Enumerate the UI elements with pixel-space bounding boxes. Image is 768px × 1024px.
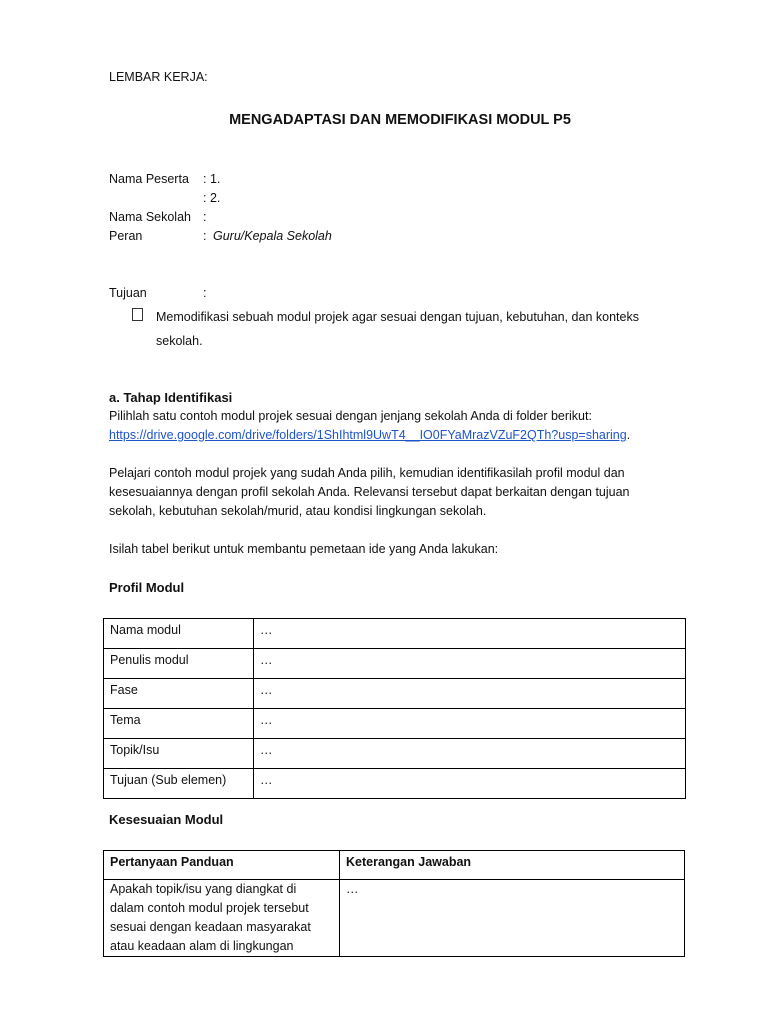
peran-label: Peran: [109, 229, 143, 243]
answer-cell[interactable]: …: [340, 880, 685, 957]
nama-sekolah-label: Nama Sekolah: [109, 210, 191, 224]
peran-colon: :: [203, 229, 207, 243]
section-a-instruction: Pilihlah satu contoh modul projek sesuai dengan jenjang sekolah Anda di folder berikut:: [109, 409, 592, 423]
profil-value-topik-isu[interactable]: …: [254, 739, 686, 769]
profil-value-tujuan[interactable]: …: [254, 769, 686, 799]
profil-label-tujuan: Tujuan (Sub elemen): [104, 769, 254, 799]
section-a-heading: a. Tahap Identifikasi: [109, 390, 233, 405]
drive-link-line: [109, 428, 630, 442]
drive-folder-link[interactable]: https://drive.google.com/drive/folders/1ShIhtml9UwT4__IO0FYaMrazVZuF2QTh?usp=sharing: [109, 428, 627, 442]
table-instruction: Isilah tabel berikut untuk membantu pemetaan ide yang Anda lakukan:: [109, 542, 499, 556]
worksheet-label: LEMBAR KERJA:: [109, 70, 208, 84]
table-row: [104, 769, 686, 799]
table-header-row: [104, 851, 685, 880]
nama-peserta-value-2: : 2.: [203, 191, 221, 205]
profil-label-tema: Tema: [104, 709, 254, 739]
section-a-paragraph-line-3: sekolah, kebutuhan sekolah/murid, atau kondisi lingkungan sekolah.: [109, 504, 487, 518]
profil-label-topik-isu: Topik/Isu: [104, 739, 254, 769]
profil-label-nama-modul: Nama modul: [104, 619, 254, 649]
section-a-paragraph-line-2: kesesuaiannya dengan profil sekolah Anda. Relevansi tersebut dapat berkaitan dengan tujuan: [109, 485, 630, 499]
tujuan-text-line-1: Memodifikasi sebuah modul projek agar sesuai dengan tujuan, kebutuhan, dan konteks: [156, 310, 639, 324]
profil-value-nama-modul[interactable]: …: [254, 619, 686, 649]
profil-label-fase: Fase: [104, 679, 254, 709]
column-header-keterangan: Keterangan Jawaban: [340, 851, 685, 880]
column-header-pertanyaan: Pertanyaan Panduan: [104, 851, 340, 880]
nama-sekolah-value: :: [203, 210, 207, 224]
peran-value: Guru/Kepala Sekolah: [213, 229, 332, 243]
tujuan-text-line-2: sekolah.: [156, 334, 203, 348]
profil-value-penulis-modul[interactable]: …: [254, 649, 686, 679]
profil-value-tema[interactable]: …: [254, 709, 686, 739]
profil-value-fase[interactable]: …: [254, 679, 686, 709]
profil-modul-heading: Profil Modul: [109, 580, 185, 595]
question-line-4: atau keadaan alam di lingkungan: [110, 939, 294, 953]
page-title: MENGADAPTASI DAN MEMODIFIKASI MODUL P5: [229, 112, 571, 128]
question-line-2: dalam contoh modul projek tersebut: [110, 901, 309, 915]
table-row: [104, 619, 686, 649]
nama-peserta-value-1: : 1.: [203, 172, 221, 186]
table-row: [104, 649, 686, 679]
link-suffix: .: [626, 428, 631, 442]
table-row: [104, 880, 685, 957]
nama-peserta-label: Nama Peserta: [109, 172, 189, 186]
profil-label-penulis-modul: Penulis modul: [104, 649, 254, 679]
kesesuaian-modul-heading: Kesesuaian Modul: [109, 812, 224, 827]
table-row: [104, 679, 686, 709]
question-line-3: sesuai dengan keadaan masyarakat: [110, 920, 311, 934]
tujuan-colon: :: [203, 286, 207, 300]
bullet-icon: [132, 308, 143, 321]
kesesuaian-modul-table: [103, 850, 685, 957]
tujuan-label: Tujuan: [109, 286, 147, 300]
section-a-paragraph-line-1: Pelajari contoh modul projek yang sudah Anda pilih, kemudian identifikasilah profil modul dan: [109, 466, 625, 480]
question-line-1: Apakah topik/isu yang diangkat di: [110, 882, 297, 896]
question-cell: [104, 880, 340, 957]
profil-modul-table: [103, 618, 686, 799]
table-row: [104, 709, 686, 739]
table-row: [104, 739, 686, 769]
